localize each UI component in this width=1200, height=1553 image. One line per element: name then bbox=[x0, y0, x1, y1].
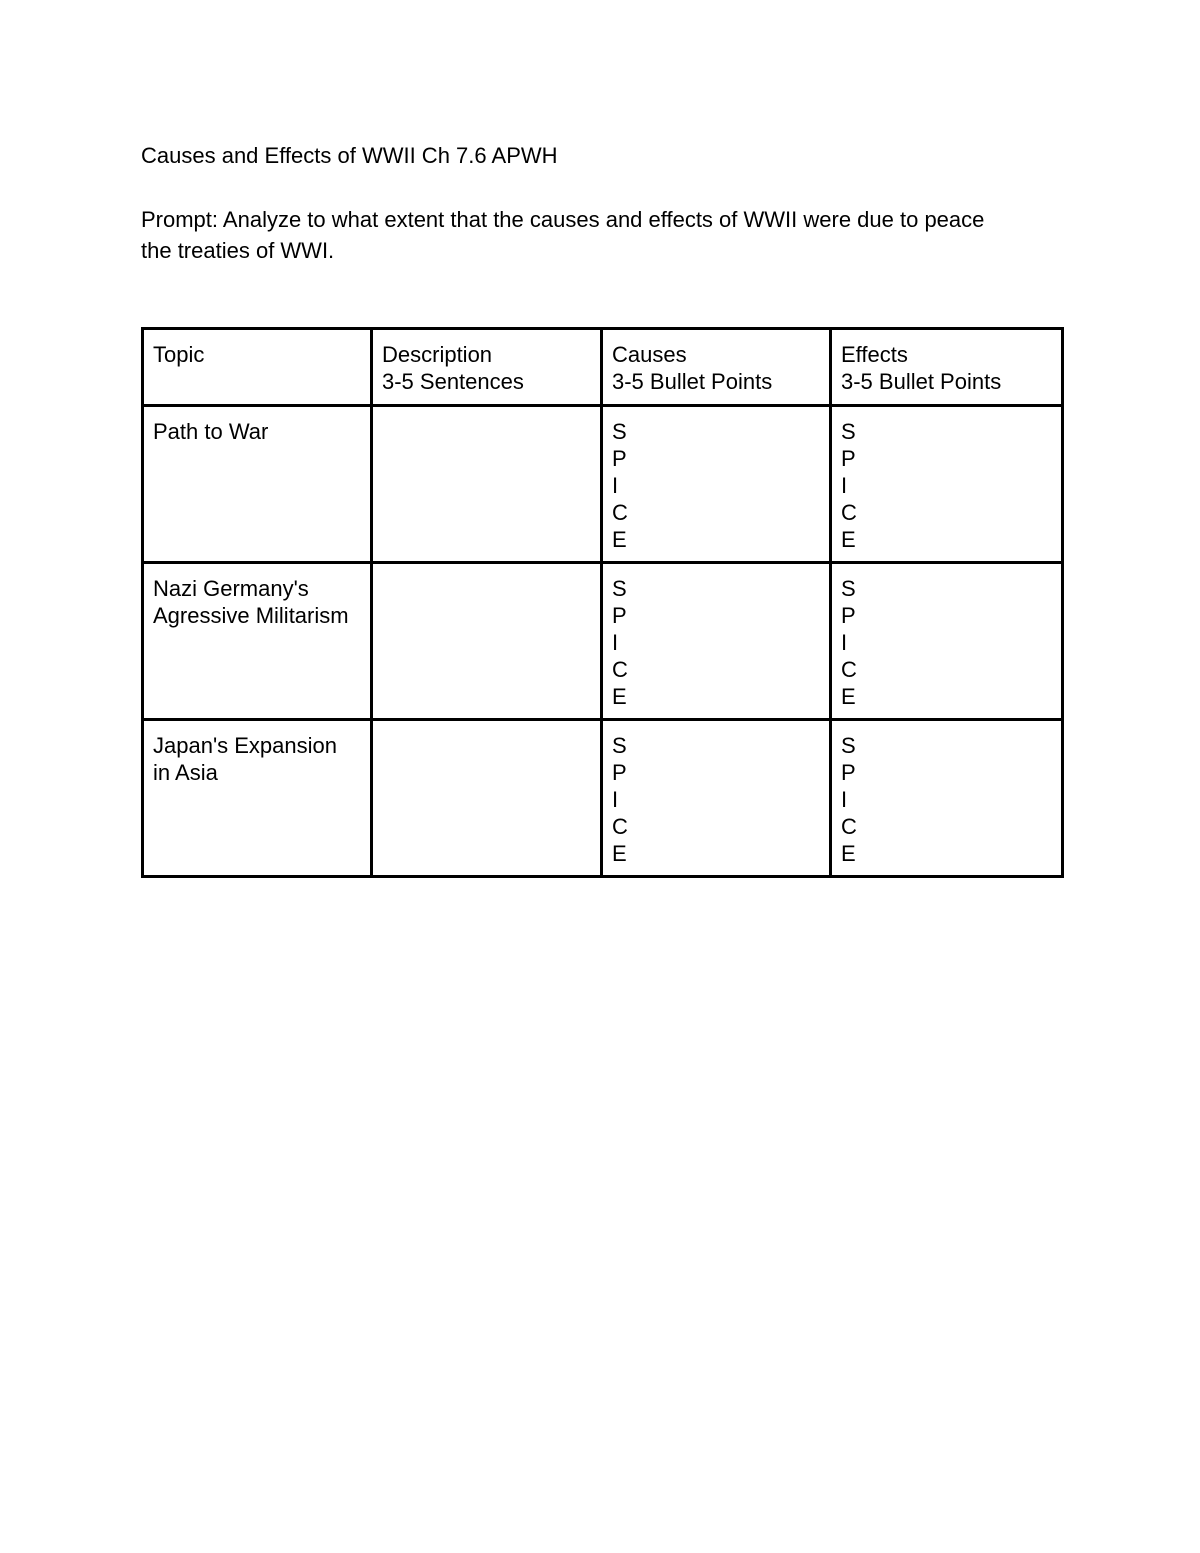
spice-letter: C bbox=[612, 814, 628, 839]
spice-letter: S bbox=[612, 419, 627, 444]
topic-label: in Asia bbox=[153, 760, 218, 785]
spice-letter: S bbox=[841, 419, 856, 444]
spice-letter: S bbox=[612, 576, 627, 601]
spice-letter: S bbox=[841, 576, 856, 601]
table-header-row bbox=[143, 329, 1063, 406]
prompt-line: Prompt: Analyze to what extent that the causes and effects of WWII were due to peace bbox=[141, 207, 985, 232]
topic-label: Japan's Expansion bbox=[153, 733, 337, 758]
description-cell[interactable] bbox=[372, 563, 602, 720]
causes-cell[interactable] bbox=[602, 406, 831, 563]
spice-letter: P bbox=[612, 760, 627, 785]
causes-cell[interactable] bbox=[602, 720, 831, 877]
prompt-line: the treaties of WWI. bbox=[141, 238, 335, 263]
spice-letter: P bbox=[841, 603, 856, 628]
spice-letter: I bbox=[612, 630, 619, 655]
spice-letter: C bbox=[612, 657, 628, 682]
spice-letter: E bbox=[612, 527, 627, 552]
causes-cell[interactable] bbox=[602, 563, 831, 720]
spice-letter: S bbox=[841, 733, 856, 758]
topic-cell bbox=[143, 720, 372, 877]
header-sublabel: 3-5 Sentences bbox=[382, 369, 524, 394]
effects-cell[interactable] bbox=[831, 720, 1063, 877]
header-cell-causes bbox=[602, 329, 831, 406]
header-label: Description bbox=[382, 342, 493, 367]
spice-letter: C bbox=[841, 657, 857, 682]
page-title: Causes and Effects of WWII Ch 7.6 APWH bbox=[141, 143, 558, 168]
spice-letter: P bbox=[612, 446, 627, 471]
header-sublabel: 3-5 Bullet Points bbox=[841, 369, 1002, 394]
topic-label: Path to War bbox=[153, 419, 269, 444]
spice-letter: P bbox=[612, 603, 627, 628]
table-row bbox=[143, 720, 1063, 877]
spice-letter: E bbox=[612, 841, 627, 866]
header-sublabel: 3-5 Bullet Points bbox=[612, 369, 773, 394]
topic-cell bbox=[143, 563, 372, 720]
spice-letter: E bbox=[612, 684, 627, 709]
header-label: Topic bbox=[153, 342, 205, 367]
header-cell-effects bbox=[831, 329, 1063, 406]
topic-label: Agressive Militarism bbox=[153, 603, 349, 628]
spice-letter: C bbox=[841, 500, 857, 525]
topic-cell bbox=[143, 406, 372, 563]
spice-letter: E bbox=[841, 527, 856, 552]
topic-label: Nazi Germany's bbox=[153, 576, 309, 601]
spice-letter: I bbox=[841, 473, 848, 498]
table-row bbox=[143, 406, 1063, 563]
spice-letter: P bbox=[841, 760, 856, 785]
spice-letter: S bbox=[612, 733, 627, 758]
spice-letter: I bbox=[612, 473, 619, 498]
description-cell[interactable] bbox=[372, 720, 602, 877]
effects-cell[interactable] bbox=[831, 563, 1063, 720]
header-cell-topic bbox=[143, 329, 372, 406]
effects-cell[interactable] bbox=[831, 406, 1063, 563]
spice-letter: C bbox=[612, 500, 628, 525]
spice-letter: I bbox=[841, 787, 848, 812]
worksheet-table bbox=[141, 327, 1064, 878]
spice-letter: I bbox=[841, 630, 848, 655]
spice-letter: E bbox=[841, 684, 856, 709]
header-cell-description bbox=[372, 329, 602, 406]
spice-letter: P bbox=[841, 446, 856, 471]
description-cell[interactable] bbox=[372, 406, 602, 563]
spice-letter: I bbox=[612, 787, 619, 812]
prompt-text bbox=[141, 204, 1071, 266]
header-label: Effects bbox=[841, 342, 908, 367]
table-row bbox=[143, 563, 1063, 720]
spice-letter: C bbox=[841, 814, 857, 839]
header-label: Causes bbox=[612, 342, 687, 367]
spice-letter: E bbox=[841, 841, 856, 866]
